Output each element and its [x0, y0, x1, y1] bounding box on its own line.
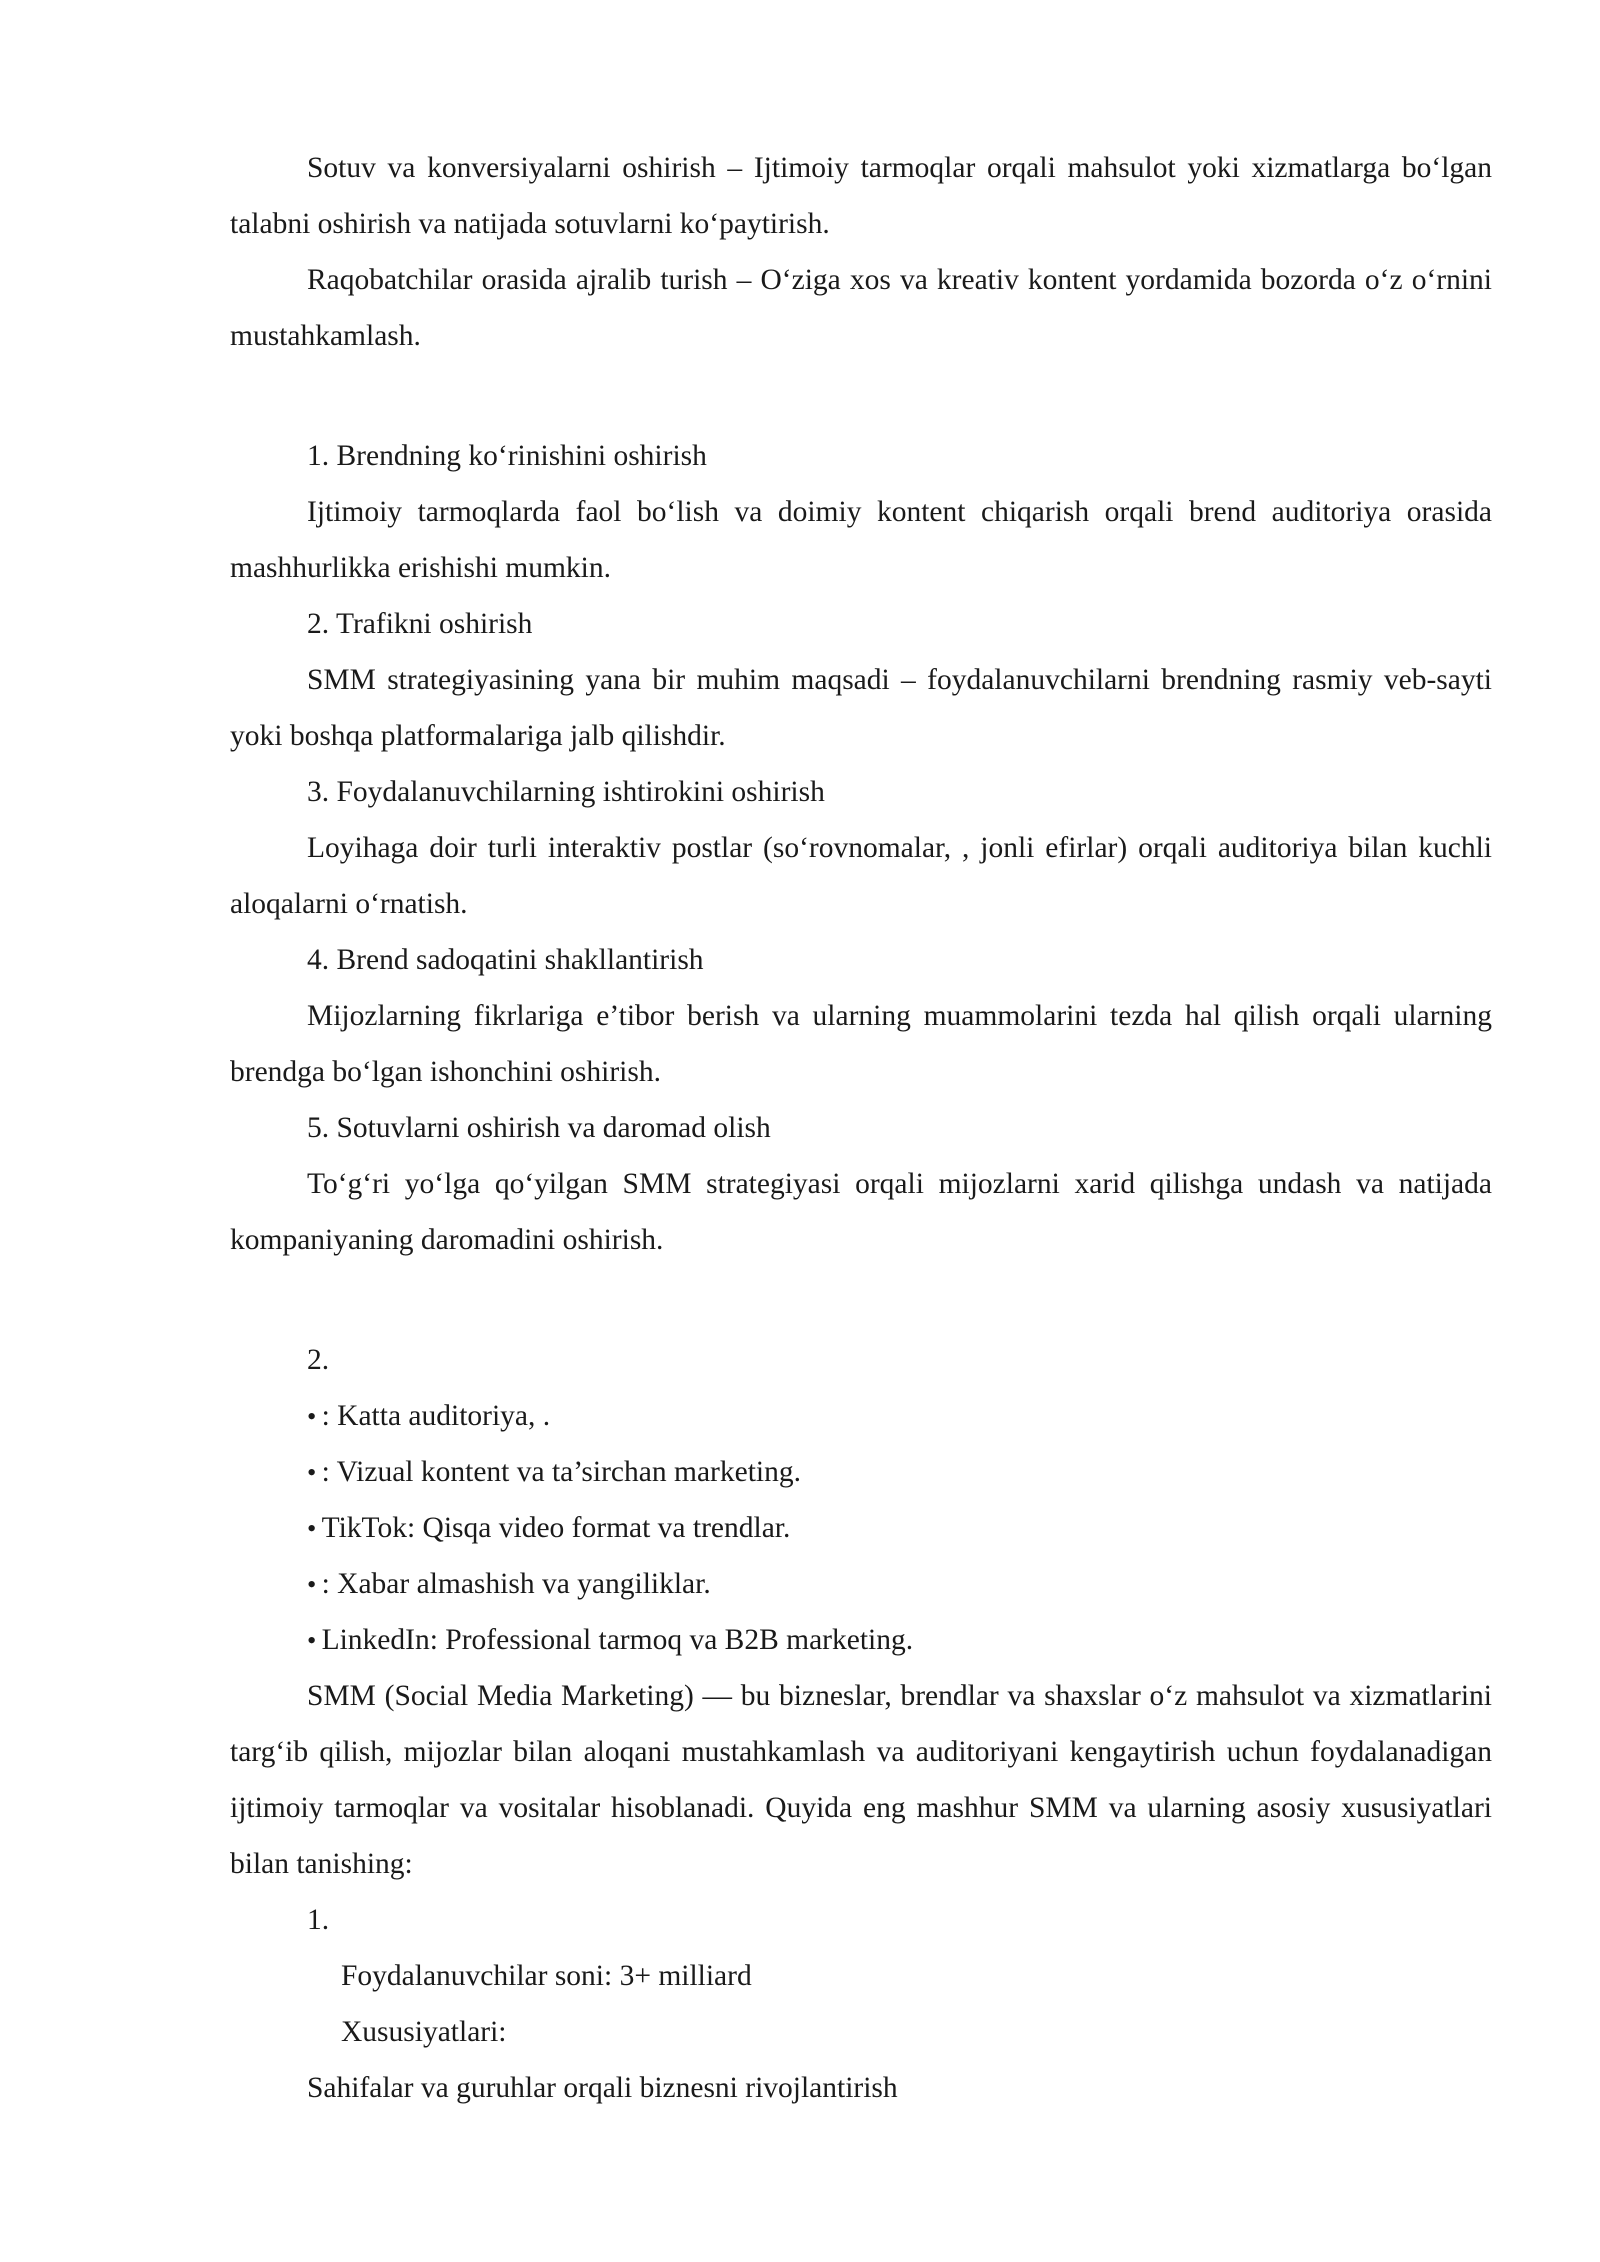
spacer	[230, 1268, 1492, 1332]
bullet-text: : Xabar almashish va yangiliklar.	[321, 1568, 711, 1600]
spacer	[230, 364, 1492, 428]
goal-body: SMM strategiyasining yana bir muhim maqsadi – foydalanuvchilarni brendning rasmiy veb-sayti yoki boshqa platformalariga jalb qilishdir.	[230, 664, 1492, 752]
goal-body: Mijozlarning fikrlariga e’tibor berish va ularning muammolarini tezda hal qilish orqali ularning brendga bo‘lgan ishonchini oshirish.	[230, 1000, 1492, 1088]
bullet-text: : Vizual kontent va ta’sirchan marketing.	[321, 1456, 801, 1488]
goal-heading: 4. Brend sadoqatini shakllantirish	[307, 944, 704, 976]
bullet-icon: •	[307, 1569, 317, 1599]
goal-body: Loyihaga doir turli interaktiv postlar (so‘rovnomalar, , jonli efirlar) orqali auditoriya bilan kuchli aloqalarni o‘rnatish.	[230, 832, 1492, 920]
platform-bullet	[230, 1612, 1492, 1668]
smm-definition-paragraph: SMM (Social Media Marketing) — bu bizneslar, brendlar va shaxslar o‘z mahsulot va xizmatlarini targ‘ib qilish, mijozlar bilan aloqani mustahkamlash va auditoriyani kengaytirish uchun foydalanadigan ijtimoiy tarmoqlar va vositalar hisoblanadi. Quyida eng mashhur SMM va ularning asosiy xususiyatlari bilan tanishing:	[230, 1680, 1492, 1880]
bullet-text: TikTok: Qisqa video format va trendlar.	[321, 1512, 791, 1544]
document-page	[230, 140, 1492, 2116]
platform-bullet	[230, 1444, 1492, 1500]
goal-heading: 3. Foydalanuvchilarning ishtirokini oshirish	[307, 776, 825, 808]
bullet-icon: •	[307, 1401, 317, 1431]
platform-bullet	[230, 1500, 1492, 1556]
goal-body: Ijtimoiy tarmoqlarda faol bo‘lish va doimiy kontent chiqarish orqali brend auditoriya orasida mashhurlikka erishishi mumkin.	[230, 496, 1492, 584]
goal-heading: 5. Sotuvlarni oshirish va daromad olish	[307, 1112, 771, 1144]
features-label: Xususiyatlari:	[341, 2016, 507, 2048]
platform-bullet	[230, 1388, 1492, 1444]
bullet-icon: •	[307, 1457, 317, 1487]
intro-paragraph: Raqobatchilar orasida ajralib turish – O‘ziga xos va kreativ kontent yordamida bozorda o‘z o‘rnini mustahkamlash.	[230, 264, 1492, 352]
bullet-text: LinkedIn: Professional tarmoq va B2B marketing.	[321, 1624, 914, 1656]
goal-heading: 2. Trafikni oshirish	[307, 608, 533, 640]
goal-heading: 1. Brendning ko‘rinishini oshirish	[307, 440, 707, 472]
bullet-icon: •	[307, 1513, 317, 1543]
section-number: 2.	[307, 1344, 330, 1376]
feature-line: Sahifalar va guruhlar orqali biznesni rivojlantirish	[307, 2072, 898, 2104]
bullet-icon: •	[307, 1625, 317, 1655]
platform-bullet	[230, 1556, 1492, 1612]
users-count-line: Foydalanuvchilar soni: 3+ milliard	[341, 1960, 752, 1992]
list-number: 1.	[307, 1904, 330, 1936]
goal-body: To‘g‘ri yo‘lga qo‘yilgan SMM strategiyasi orqali mijozlarni xarid qilishga undash va natijada kompaniyaning daromadini oshirish.	[230, 1168, 1492, 1256]
bullet-text: : Katta auditoriya, .	[321, 1400, 551, 1432]
intro-paragraph: Sotuv va konversiyalarni oshirish – Ijtimoiy tarmoqlar orqali mahsulot yoki xizmatlarga bo‘lgan talabni oshirish va natijada sotuvlarni ko‘paytirish.	[230, 152, 1492, 240]
